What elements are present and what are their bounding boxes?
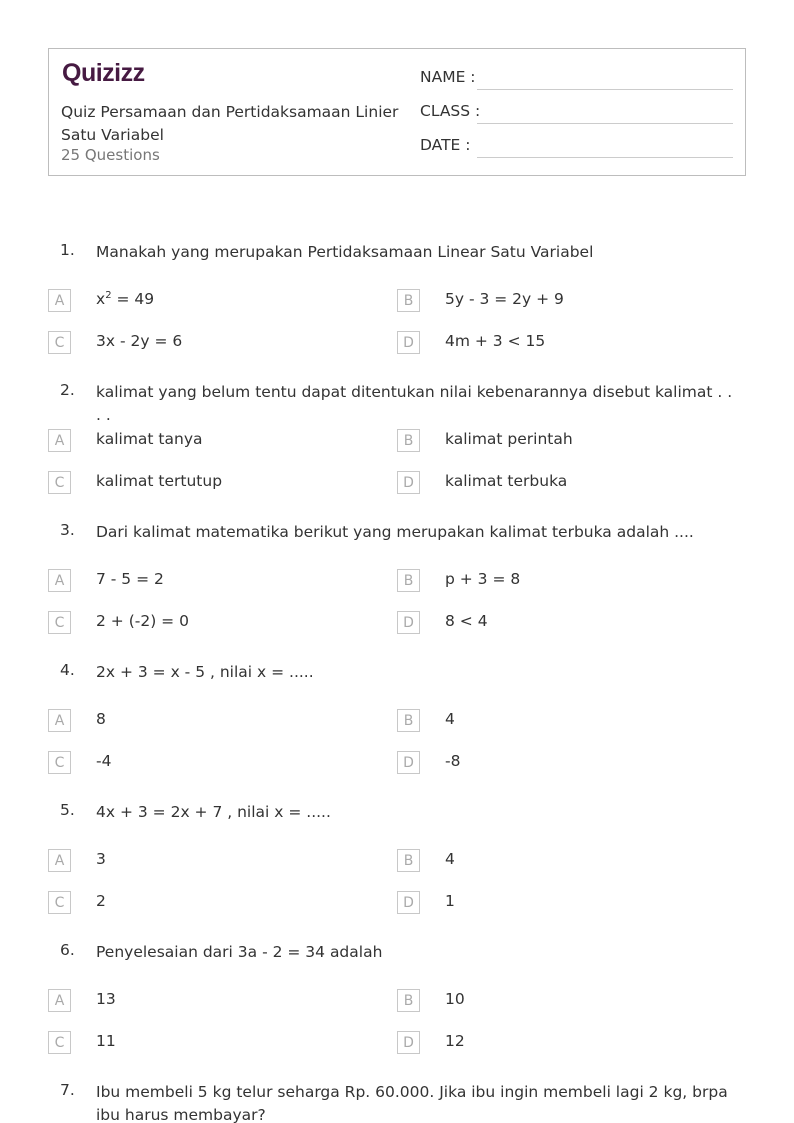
- option-text: 10: [445, 990, 465, 1008]
- option-text: 8: [96, 710, 106, 728]
- option-letter: C: [48, 471, 71, 494]
- question-text: 2x + 3 = x - 5 , nilai x = .....: [96, 663, 314, 681]
- option-text: kalimat tanya: [96, 430, 203, 448]
- class-field: [420, 102, 481, 120]
- option-text: 11: [96, 1032, 116, 1050]
- date-line: [477, 157, 733, 158]
- question-text: 4x + 3 = 2x + 7 , nilai x = .....: [96, 803, 331, 821]
- option-letter: A: [48, 569, 71, 592]
- option-rest: = 49: [111, 290, 155, 308]
- option-text: p + 3 = 8: [445, 570, 521, 588]
- option-letter: A: [48, 849, 71, 872]
- question-number: 4.: [60, 661, 75, 679]
- class-line: [477, 123, 733, 124]
- quizizz-logo: Quizizz: [62, 59, 145, 87]
- name-label: NAME :: [420, 68, 476, 86]
- question-number: 6.: [60, 941, 75, 959]
- option-letter: B: [397, 569, 420, 592]
- option-text: 13: [96, 990, 116, 1008]
- option-letter: C: [48, 751, 71, 774]
- option-exponent: 2: [105, 290, 112, 301]
- option-text: 3x - 2y = 6: [96, 332, 183, 350]
- name-line: [477, 89, 733, 90]
- option-letter: B: [397, 849, 420, 872]
- option-letter: D: [397, 751, 420, 774]
- question-text: Ibu membeli 5 kg telur seharga Rp. 60.000. Jika ibu ingin membeli lagi 2 kg, brpa ibu harus membayar?: [96, 1083, 728, 1123]
- option-text: -4: [96, 752, 112, 770]
- option-text: 2: [96, 892, 106, 910]
- quiz-title: Quiz Persamaan dan Pertidaksamaan Linier Satu Variabel: [61, 103, 399, 144]
- option-text: 12: [445, 1032, 465, 1050]
- option-text: 8 < 4: [445, 612, 488, 630]
- question-number: 7.: [60, 1081, 75, 1099]
- question-number: 5.: [60, 801, 75, 819]
- class-label: CLASS :: [420, 102, 481, 120]
- date-field: [420, 136, 477, 154]
- option-text: kalimat perintah: [445, 430, 573, 448]
- option-letter: B: [397, 709, 420, 732]
- option-letter: B: [397, 289, 420, 312]
- option-text: 4: [445, 710, 455, 728]
- option-letter: A: [48, 289, 71, 312]
- option-text: 2 + (-2) = 0: [96, 612, 189, 630]
- option-text: kalimat terbuka: [445, 472, 568, 490]
- option-letter: C: [48, 891, 71, 914]
- name-field: [420, 68, 477, 86]
- question-text: Manakah yang merupakan Pertidaksamaan Linear Satu Variabel: [96, 243, 594, 261]
- question-number: 3.: [60, 521, 75, 539]
- option-text: 5y - 3 = 2y + 9: [445, 290, 564, 308]
- option-text: -8: [445, 752, 461, 770]
- option-letter: B: [397, 989, 420, 1012]
- option-letter: D: [397, 1031, 420, 1054]
- question-text: Penyelesaian dari 3a - 2 = 34 adalah: [96, 943, 383, 961]
- option-letter: A: [48, 709, 71, 732]
- date-label: DATE :: [420, 136, 471, 154]
- question-count: 25 Questions: [61, 146, 160, 164]
- option-letter: C: [48, 1031, 71, 1054]
- option-text: 3: [96, 850, 106, 868]
- option-letter: D: [397, 611, 420, 634]
- question-number: 1.: [60, 241, 75, 259]
- question-number: 2.: [60, 381, 75, 399]
- option-letter: C: [48, 331, 71, 354]
- option-text: 4: [445, 850, 455, 868]
- option-letter: C: [48, 611, 71, 634]
- option-letter: A: [48, 429, 71, 452]
- option-letter: B: [397, 429, 420, 452]
- option-letter: A: [48, 989, 71, 1012]
- option-text: kalimat tertutup: [96, 472, 223, 490]
- option-letter: D: [397, 331, 420, 354]
- option-letter: D: [397, 891, 420, 914]
- option-text: 1: [445, 892, 455, 910]
- question-text: kalimat yang belum tentu dapat ditentukan nilai kebenarannya disebut kalimat . . . .: [96, 383, 733, 424]
- option-text: 7 - 5 = 2: [96, 570, 164, 588]
- option-letter: D: [397, 471, 420, 494]
- option-text: 4m + 3 < 15: [445, 332, 546, 350]
- worksheet-header: [48, 48, 746, 176]
- option-text: [96, 290, 154, 308]
- option-base: x: [96, 290, 106, 308]
- question-text: Dari kalimat matematika berikut yang merupakan kalimat terbuka adalah ....: [96, 523, 694, 541]
